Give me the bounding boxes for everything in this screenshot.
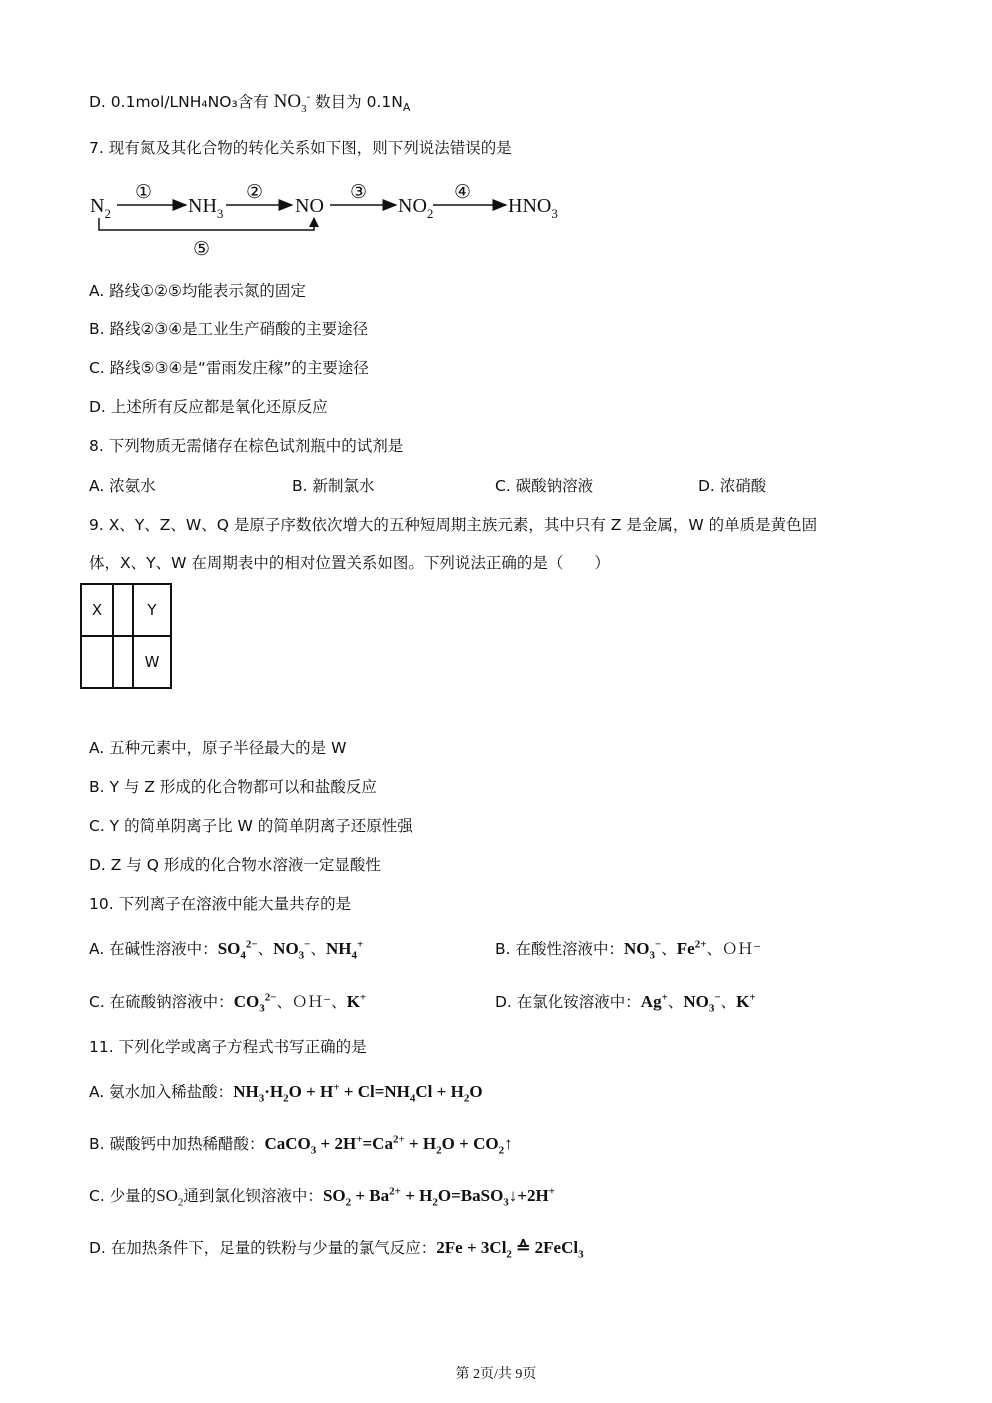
nitrogen-conversion-diagram (80, 172, 580, 267)
q10-option-a: A. 在碱性溶液中：$SO_4^{2-}$、$NO_3^-$、$NH_4^+$ (89, 938, 364, 962)
q7-option-c: C. 路线⑤③④是“雷雨发庄稼”的主要途径 (89, 359, 369, 377)
q9-option-b: B. Y 与 Z 形成的化合物都可以和盐酸反应 (89, 778, 377, 796)
q7-option-b: B. 路线②③④是工业生产硝酸的主要途径 (89, 320, 369, 338)
q9-stem-line2: 体，X、Y、W 在周期表中的相对位置关系如图。下列说法正确的是（ ） (89, 554, 610, 572)
q7-option-a: A. 路线①②⑤均能表示氮的固定 (89, 282, 306, 300)
q8-option-a: A. 浓氨水 (89, 477, 156, 495)
step-1-label: ① (135, 182, 153, 203)
arrow-5 (99, 218, 314, 230)
q6-d-formula: $NO_3^-$ (273, 90, 311, 115)
q11-option-c: C. 少量的$SO_2$通到氯化钡溶液中：$SO_2 + Ba^{2+}$ + $H_2O=BaSO_3↓+2H^+$ (89, 1185, 555, 1209)
cell-w: W (133, 636, 171, 688)
q10-stem: 10. 下列离子在溶液中能大量共存的是 (89, 895, 352, 913)
cell-empty-1 (113, 584, 133, 636)
cell-x: X (81, 584, 113, 636)
cell-empty-2 (81, 636, 113, 688)
q9-stem-line1: 9. X、Y、Z、W、Q 是原子序数依次增大的五种短周期主族元素，其中只有 Z 是金属，W 的单质是黄色固 (89, 516, 818, 534)
q9-option-c: C. Y 的简单阴离子比 W 的简单阴离子还原性强 (89, 817, 413, 835)
periodic-table-fragment (80, 583, 172, 689)
q10-option-b: B. 在酸性溶液中：$NO_3^-$、$Fe^{2+}$、ＯＨ⁻ (495, 938, 762, 962)
cell-y: Y (133, 584, 171, 636)
q8-option-d: D. 浓硝酸 (698, 477, 767, 495)
q11-option-a: A. 氨水加入稀盐酸：$NH_3\cdot H_2O + H^+ + Cl=NH_4Cl + H_2O$ (89, 1081, 483, 1105)
q8-stem: 8. 下列物质无需储存在棕色试剂瓶中的试剂是 (89, 437, 404, 455)
step-3-label: ③ (350, 182, 368, 203)
step-2-label: ② (246, 182, 264, 203)
node-no2: $NO_2$ (398, 195, 434, 221)
page-number: 第 2页/共 9页 (455, 1367, 537, 1382)
q6-d-na-sub: A (402, 101, 411, 115)
arrow-5-head (309, 217, 319, 227)
q6-d-prefix: D. 0.1mol/LNH₄NO₃含有 (89, 93, 269, 111)
q8-option-b: B. 新制氯水 (292, 477, 375, 495)
step-5-label: ⑤ (193, 239, 211, 260)
q6-d-suffix: 数目为 0.1N (315, 93, 403, 111)
node-nh3: $NH_3$ (188, 195, 224, 221)
q10-option-d: D. 在氯化铵溶液中：Ag+、$NO_3^-$、K+ (495, 991, 756, 1015)
q7-stem: 7. 现有氮及其化合物的转化关系如下图，则下列说法错误的是 (89, 139, 512, 157)
node-n2: $N_2$ (90, 195, 111, 221)
node-hno3: $HNO_3$ (508, 195, 558, 221)
q11-option-b: B. 碳酸钙中加热稀醋酸：CaCO$_3$ + $2H^+=Ca^{2+} + H_2O$ + $CO_2↑$ (89, 1133, 513, 1157)
q6-option-d (89, 91, 410, 113)
q9-option-d: D. Z 与 Q 形成的化合物水溶液一定显酸性 (89, 856, 381, 874)
q11-option-d: D. 在加热条件下，足量的铁粉与少量的氯气反应：$2Fe + 3Cl_2$ ≙ 2FeCl$_3$ (89, 1238, 584, 1261)
q11-stem: 11. 下列化学或离子方程式书写正确的是 (89, 1038, 367, 1056)
q7-option-d: D. 上述所有反应都是氧化还原反应 (89, 398, 328, 416)
q10-option-c: C. 在硫酸钠溶液中：$CO_3^{2-}$、ＯＨ⁻、K+ (89, 991, 367, 1015)
cell-empty-3 (113, 636, 133, 688)
q8-option-c: C. 碳酸钠溶液 (495, 477, 594, 495)
q9-option-a: A. 五种元素中，原子半径最大的是 W (89, 739, 347, 757)
node-no: NO (295, 195, 324, 217)
step-4-label: ④ (454, 182, 472, 203)
